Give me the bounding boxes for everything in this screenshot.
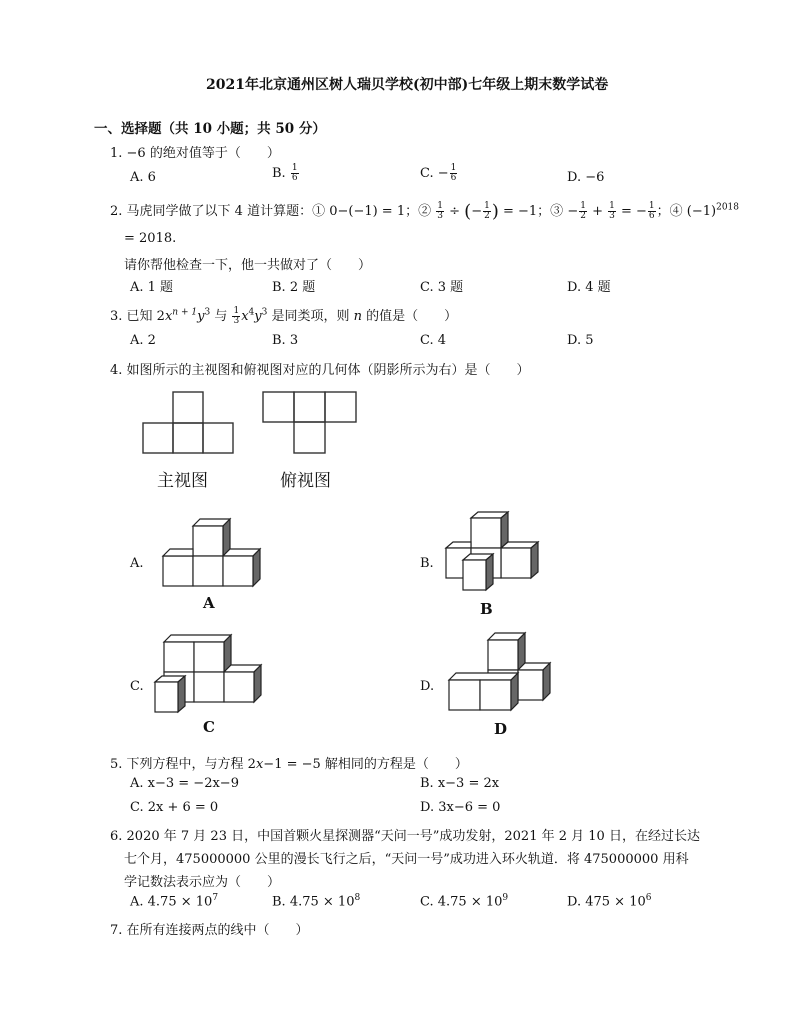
q1-option-c-prefix: C. − <box>420 166 449 181</box>
question-2-line2: = 2018. <box>124 231 177 246</box>
q5-option-d[interactable]: D. 3x−6 = 0 <box>420 800 501 815</box>
question-6-line3: 学记数法表示应为（ ） <box>124 875 281 890</box>
question-6-line2: 七个月，475000000 公里的漫长飞行之后，“天问一号”成功进入环火轨道．将 475000000 用科 <box>124 852 689 867</box>
q4-image-label-b: B <box>480 600 493 618</box>
q2-option-b[interactable]: B. 2 题 <box>272 280 316 295</box>
top-view-figure <box>260 390 360 455</box>
page-title: 2021年北京通州区树人瑞贝学校(初中部)七年级上期末数学试卷 <box>206 77 609 93</box>
q2-frac-2: $\frac{1}{2}$ <box>484 201 490 221</box>
q2-frac-5: $\frac{1}{6}$ <box>648 201 655 221</box>
section-heading: 一、选择题（共 10 小题；共 50 分） <box>94 121 326 137</box>
q5-option-b[interactable]: B. x−3 = 2x <box>420 776 500 791</box>
q1-b-fraction: $\frac{1}{6}$ <box>291 163 298 183</box>
top-view-caption: 俯视图 <box>280 471 331 491</box>
q4-option-a-solid[interactable] <box>160 516 270 591</box>
question-2-line3: 请你帮他检查一下，他一共做对了（ ） <box>124 258 372 273</box>
question-6-line1: 6. 2020 年 7 月 23 日，中国首颗火星探测器“天问一号”成功发射，2021 年 2 月 10 日，在经过长达 <box>110 829 700 844</box>
q2-frac-1: $\frac{1}{3}$ <box>437 201 443 221</box>
q4-option-c-label[interactable]: C. <box>130 679 144 694</box>
q4-image-label-c: C <box>203 718 215 736</box>
q4-option-b-label[interactable]: B. <box>420 556 434 571</box>
q6-option-c[interactable]: C. $4.75 \times 10^9$ <box>420 893 509 910</box>
q2-frac-3: $\frac{1}{2}$ <box>580 201 586 221</box>
question-7-stem: 7. 在所有连接两点的线中（ ） <box>110 923 309 938</box>
question-5-stem: 5. 下列方程中，与方程 2x−1 = −5 解相同的方程是（ ） <box>110 757 468 772</box>
q1-option-b[interactable] <box>272 164 300 183</box>
q4-option-c-solid[interactable] <box>152 632 267 717</box>
q4-option-d-solid[interactable] <box>446 630 556 715</box>
q4-option-b-solid[interactable] <box>443 510 543 595</box>
q5-option-a[interactable]: A. x−3 = −2x−9 <box>130 776 239 791</box>
q1-option-d[interactable]: D. −6 <box>567 170 605 185</box>
q3-option-d[interactable]: D. 5 <box>567 333 594 348</box>
front-view-caption: 主视图 <box>157 471 208 491</box>
q2-option-c[interactable]: C. 3 题 <box>420 280 464 295</box>
q1-c-fraction: $\frac{1}{6}$ <box>450 163 457 183</box>
q3-option-c[interactable]: C. 4 <box>420 333 447 348</box>
q5-option-c[interactable]: C. 2x + 6 = 0 <box>130 800 219 815</box>
q3-option-a[interactable]: A. 2 <box>130 333 156 348</box>
q3-option-b[interactable]: B. 3 <box>272 333 299 348</box>
q3-fraction: $\frac{1}{3}$ <box>233 306 240 326</box>
q4-option-a-label[interactable]: A. <box>130 556 144 571</box>
q2-option-a[interactable]: A. 1 题 <box>130 280 174 295</box>
q2-option-d[interactable]: D. 4 题 <box>567 280 611 295</box>
q1-option-a[interactable]: A. 6 <box>130 170 156 185</box>
q4-image-label-a: A <box>203 594 215 612</box>
q6-option-d[interactable]: D. $475 \times 10^6$ <box>567 893 652 910</box>
front-view-figure <box>140 390 240 455</box>
question-3-stem: 3. 已知 $2x^{n + 1}y^3$ 与 $\frac{1}{3}$ $x^4y^3$ 是同类项，则 n 的值是（ ） <box>110 306 458 326</box>
question-4-stem: 4. 如图所示的主视图和俯视图对应的几何体（阴影所示为右）是（ ） <box>110 363 530 378</box>
question-2-line1: 2. 马虎同学做了以下 4 道计算题：① 0−(−1) = 1；② $\frac{1}{3}$ ÷ (− $\frac{1}{2}$ ) = −1；③ − $\frac{1}{2}$ + $\frac{1}{3}$ = − $\frac{1}{6}$ ；④ $(-1)^{2018}$ <box>110 201 740 222</box>
q6-option-b[interactable]: B. $4.75 \times 10^8$ <box>272 893 361 910</box>
q6-option-a[interactable]: A. $4.75 \times 10^7$ <box>130 893 219 910</box>
q1-option-b-prefix: B. <box>272 166 290 181</box>
q4-option-d-label[interactable]: D. <box>420 679 435 694</box>
q4-image-label-d: D <box>494 720 508 738</box>
q2-frac-4: $\frac{1}{3}$ <box>609 201 615 221</box>
question-1-stem: 1. −6 的绝对值等于（ ） <box>110 146 280 161</box>
q1-option-c[interactable] <box>420 164 458 183</box>
